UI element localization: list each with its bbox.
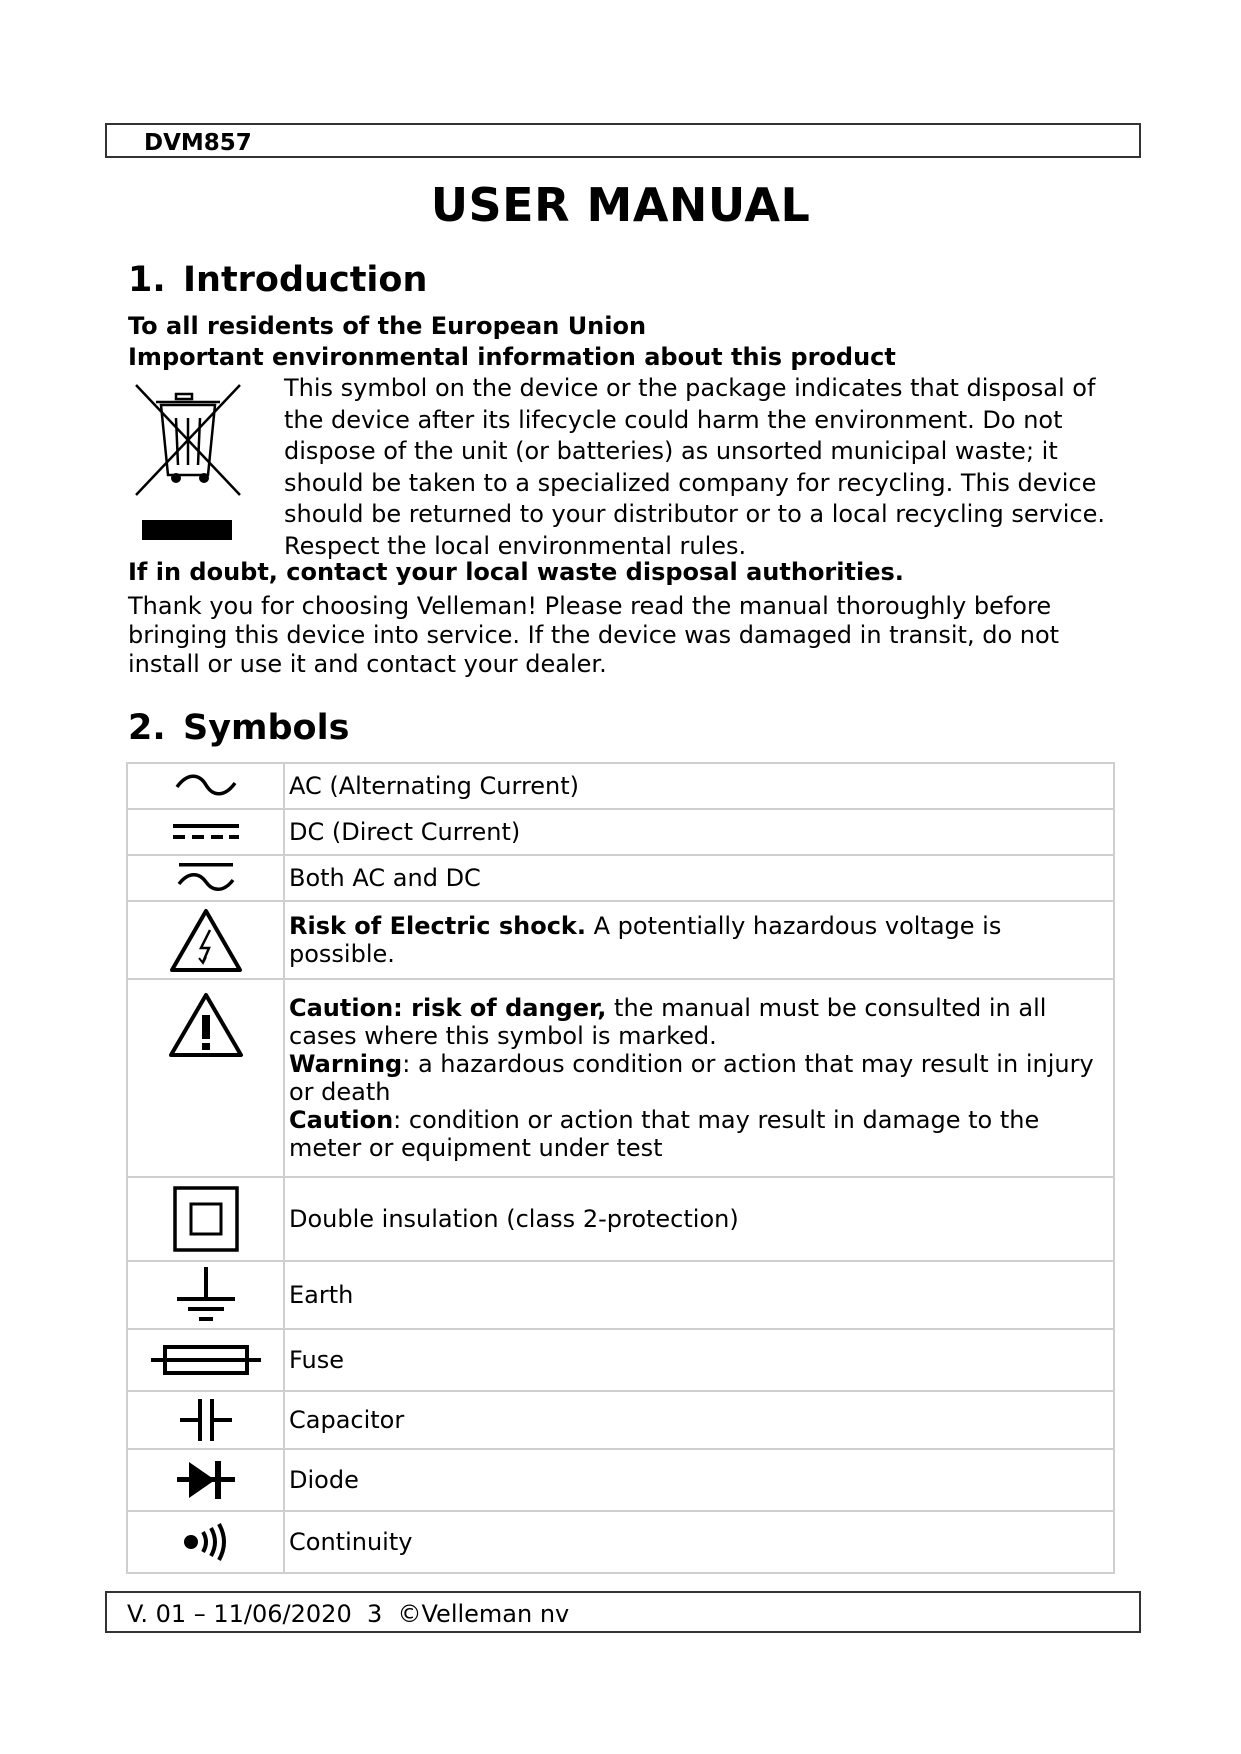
table-row: [127, 763, 1114, 809]
diode-icon: [127, 1449, 284, 1511]
symbol-description: AC (Alternating Current): [284, 763, 1114, 809]
symbol-description: Both AC and DC: [284, 855, 1114, 901]
symbol-description: Fuse: [284, 1329, 1114, 1391]
dc-icon: [127, 809, 284, 855]
section-heading-introduction: [128, 260, 427, 300]
warning-rest: : a hazardous condition or action that may result in injury or death: [289, 1050, 1094, 1106]
weee-bin-icon: [128, 380, 248, 550]
ac-dc-icon: [127, 855, 284, 901]
electric-shock-warning-icon: [127, 901, 284, 979]
table-row: [127, 1449, 1114, 1511]
symbol-description: Double insulation (class 2-protection): [284, 1177, 1114, 1261]
section-title: Introduction: [183, 260, 428, 300]
section-number: 1.: [128, 260, 166, 300]
table-row: [127, 1177, 1114, 1261]
table-row: [127, 1511, 1114, 1573]
caution2-bold: Caution: [289, 1106, 394, 1134]
header-box: [105, 123, 1141, 158]
eu-residents-line: To all residents of the European Union: [128, 312, 647, 340]
table-row: [127, 1391, 1114, 1449]
earth-icon: [127, 1261, 284, 1329]
symbol-description: [284, 901, 1114, 979]
section-title: Symbols: [183, 708, 350, 748]
symbol-description: [284, 979, 1114, 1177]
symbol-description: Diode: [284, 1449, 1114, 1511]
symbol-description-rest: A potentially hazardous voltage is possible.: [289, 912, 1002, 968]
continuity-icon: [127, 1511, 284, 1573]
fuse-icon: [127, 1329, 284, 1391]
section-number: 2.: [128, 708, 166, 748]
footer-box: [105, 1591, 1141, 1633]
weee-description: This symbol on the device or the package indicates that disposal of the device after its lifecycle could harm the environment. Do not dispose of the unit (or batteries) as unsorted municipal waste; it should be taken to a specialized company for recycling. This device should be returned to your distributor or to a local recycling service. Respect the local environmental rules.: [284, 374, 1105, 560]
capacitor-icon: [127, 1391, 284, 1449]
symbols-table: [126, 762, 1115, 1574]
ac-icon: [127, 763, 284, 809]
warning-bold: Warning: [289, 1050, 403, 1078]
symbol-description-bold: Risk of Electric shock.: [289, 912, 586, 940]
table-row: [127, 901, 1114, 979]
caution2-rest: : condition or action that may result in damage to the meter or equipment under test: [289, 1106, 1040, 1162]
symbol-description: Continuity: [284, 1511, 1114, 1573]
footer-text: V. 01 – 11/06/2020 3 ©Velleman nv: [127, 1600, 570, 1628]
environmental-info-line: Important environmental information about this product: [128, 343, 896, 371]
table-row: [127, 979, 1114, 1177]
symbol-description: Earth: [284, 1261, 1114, 1329]
table-row: [127, 809, 1114, 855]
doubt-contact-line: If in doubt, contact your local waste disposal authorities.: [128, 558, 904, 586]
caution-rest: the manual must be consulted in all cases where this symbol is marked.: [289, 994, 1047, 1050]
caution-warning-icon: [127, 979, 284, 1177]
symbol-description: DC (Direct Current): [284, 809, 1114, 855]
table-row: [127, 855, 1114, 901]
double-insulation-icon: [127, 1177, 284, 1261]
page-title: USER MANUAL: [430, 178, 811, 232]
table-row: [127, 1261, 1114, 1329]
caution-bold: Caution: risk of danger,: [289, 994, 607, 1022]
section-heading-symbols: [128, 708, 349, 748]
model-name: DVM857: [144, 130, 252, 156]
table-row: [127, 1329, 1114, 1391]
thank-you-paragraph: Thank you for choosing Velleman! Please read the manual thoroughly before bringing this device into service. If the device was damaged in transit, do not install or use it and contact your dealer.: [128, 592, 1060, 678]
symbol-description: Capacitor: [284, 1391, 1114, 1449]
